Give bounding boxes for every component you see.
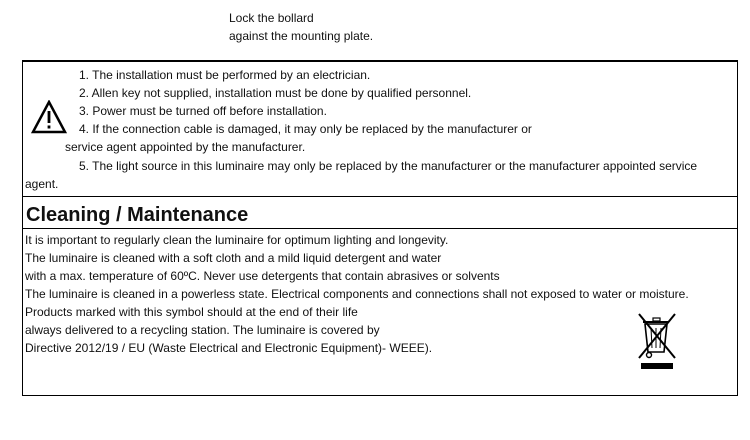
cleaning-line-2: The luminaire is cleaned with a soft cloth and a mild liquid detergent and water xyxy=(25,251,442,265)
cleaning-line-6: always delivered to a recycling station. The luminaire is covered by xyxy=(25,323,380,337)
section-heading: Cleaning / Maintenance xyxy=(26,204,249,226)
warning-item-1: 1. The installation must be performed by an electrician. xyxy=(79,68,371,82)
warning-item-3: 3. Power must be turned off before installation. xyxy=(79,104,327,118)
box-top-rule xyxy=(22,60,738,62)
cleaning-line-5: Products marked with this symbol should at the end of their life xyxy=(25,305,358,319)
warning-item-5: 5. The light source in this luminaire may only be replaced by the manufacturer or the manufacturer appointed service xyxy=(79,159,698,173)
warning-item-5-cont: agent. xyxy=(25,177,59,191)
cleaning-line-7: Directive 2012/19 / EU (Waste Electrical and Electronic Equipment)- WEEE). xyxy=(25,341,433,355)
section-divider-top xyxy=(22,196,738,197)
weee-crossed-bin-icon xyxy=(636,310,678,372)
warning-triangle-icon xyxy=(31,100,67,134)
cleaning-line-3: with a max. temperature of 60ºC. Never use detergents that contain abrasives or solvents xyxy=(25,269,500,283)
cleaning-line-4: The luminaire is cleaned in a powerless state. Electrical components and connections shall not exposed to water or moisture. xyxy=(25,287,689,301)
warning-item-2: 2. Allen key not supplied, installation must be done by qualified personnel. xyxy=(79,86,472,100)
caption-line-2: against the mounting plate. xyxy=(229,29,374,43)
cleaning-line-1: It is important to regularly clean the luminaire for optimum lighting and longevity. xyxy=(25,233,449,247)
section-divider-bottom xyxy=(22,228,738,229)
warning-item-4: 4. If the connection cable is damaged, it may only be replaced by the manufacturer or xyxy=(79,122,532,136)
caption-line-1: Lock the bollard xyxy=(229,11,314,25)
warning-item-4-cont: service agent appointed by the manufacturer. xyxy=(65,140,306,154)
